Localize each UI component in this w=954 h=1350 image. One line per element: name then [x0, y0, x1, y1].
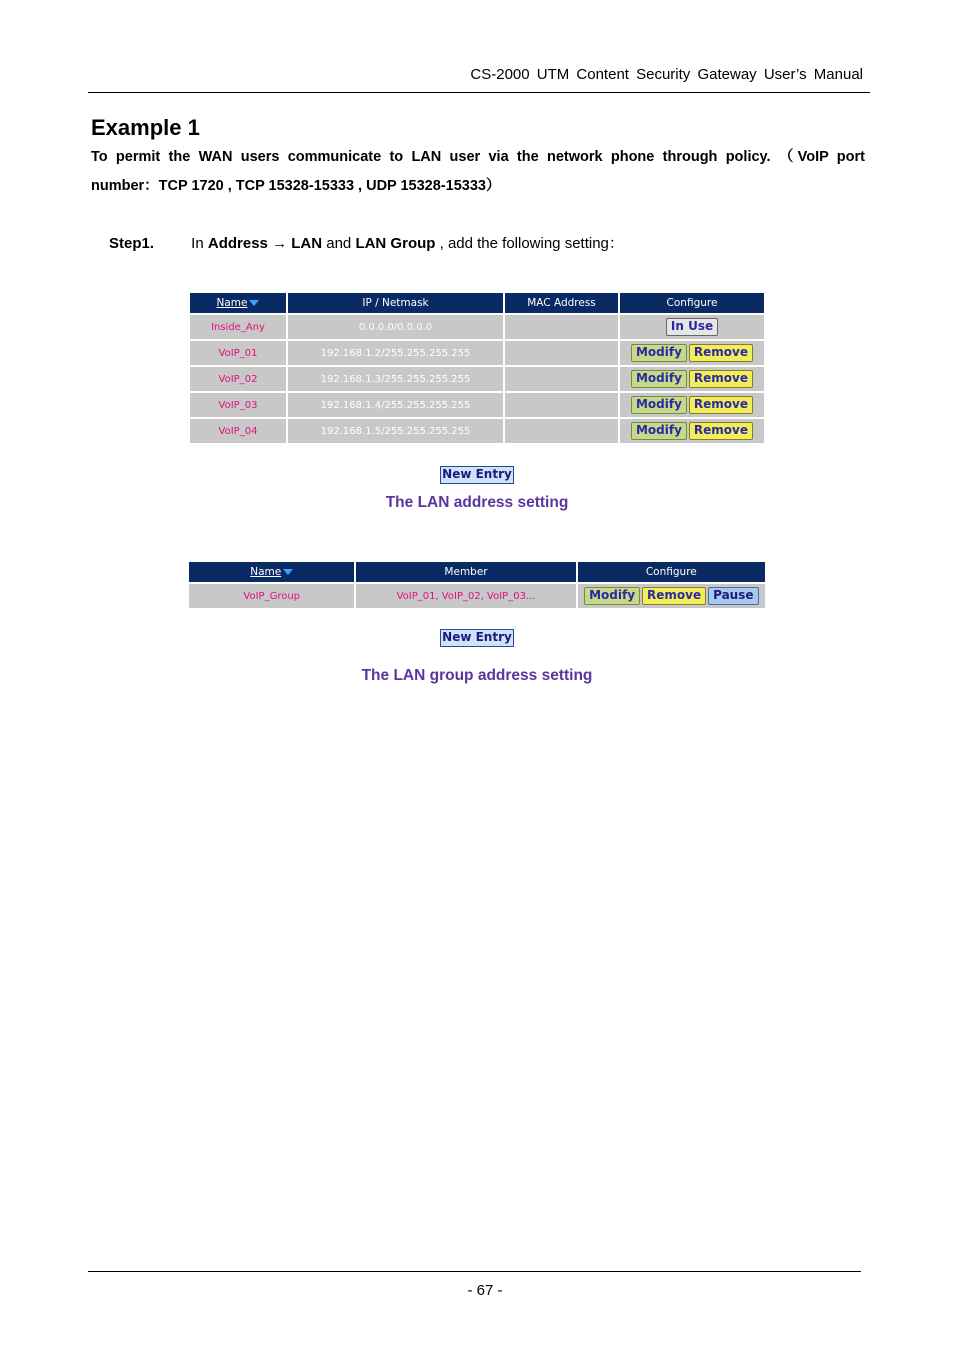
remove-button[interactable]: Remove [689, 344, 753, 362]
row-name: VoIP_02 [190, 367, 286, 391]
column-header-name[interactable] [189, 562, 354, 582]
remove-button[interactable]: Remove [689, 422, 753, 440]
step-label: Step1. [109, 235, 155, 252]
page-number: - 67 - [467, 1282, 503, 1299]
row-ip: 192.168.1.3/255.255.255.255 [288, 367, 503, 391]
modify-button[interactable]: Modify [584, 587, 640, 605]
row-mac [505, 393, 618, 417]
column-header-ip: IP / Netmask [288, 293, 503, 313]
pause-button[interactable]: Pause [708, 587, 758, 605]
row-mac [505, 341, 618, 365]
row-configure [620, 393, 764, 417]
row-mac [505, 367, 618, 391]
modify-button[interactable]: Modify [631, 422, 687, 440]
header-divider [88, 92, 870, 93]
table-row [190, 419, 764, 443]
row-configure [578, 584, 765, 608]
sort-down-icon[interactable] [249, 300, 259, 306]
sort-down-icon[interactable] [283, 569, 293, 575]
step-and: and [326, 235, 352, 252]
intro-line-1: To permit the WAN users communicate to LAN user via the network phone through policy. （VoIP port [91, 149, 865, 165]
table-row [190, 367, 764, 391]
row-ip: 192.168.1.4/255.255.255.255 [288, 393, 503, 417]
modify-button[interactable]: Modify [631, 344, 687, 362]
column-header-mac: MAC Address [505, 293, 618, 313]
group-table-caption: The LAN group address setting [361, 667, 593, 684]
lan-address-table [188, 291, 766, 445]
name-sort-link[interactable]: Name [216, 297, 248, 309]
section-title: Example 1 [91, 115, 200, 140]
intro-paragraph [91, 143, 865, 201]
row-configure [620, 341, 764, 365]
row-mac [505, 419, 618, 443]
new-entry-button[interactable]: New Entry [440, 466, 514, 484]
table-header-row [190, 293, 764, 313]
row-mac [505, 315, 618, 339]
step-rest: , add the following setting： [439, 235, 624, 252]
new-entry-button[interactable]: New Entry [440, 629, 514, 647]
in-use-button[interactable]: In Use [666, 318, 718, 336]
table-row [190, 341, 764, 365]
manual-header-title: CS-2000 UTM Content Security Gateway User’s Manual [470, 66, 863, 83]
column-header-member: Member [356, 562, 575, 582]
table-row [189, 584, 765, 608]
lan-group-table [187, 560, 767, 610]
row-name: VoIP_Group [189, 584, 354, 608]
row-name: VoIP_03 [190, 393, 286, 417]
intro-line-2: number：TCP 1720 , TCP 15328-15333 , UDP 15328-15333） [91, 178, 501, 194]
row-member: VoIP_01, VoIP_02, VoIP_03... [356, 584, 575, 608]
arrow-icon: → [272, 235, 288, 252]
step-lan: LAN [291, 235, 323, 252]
row-ip: 0.0.0.0/0.0.0.0 [288, 315, 503, 339]
remove-button[interactable]: Remove [689, 396, 753, 414]
row-name: VoIP_01 [190, 341, 286, 365]
column-header-configure: Configure [620, 293, 764, 313]
name-sort-link[interactable]: Name [250, 566, 282, 578]
row-configure [620, 315, 764, 339]
row-name: Inside_Any [190, 315, 286, 339]
remove-button[interactable]: Remove [642, 587, 706, 605]
column-header-name[interactable] [190, 293, 286, 313]
table-header-row [189, 562, 765, 582]
table-row [190, 315, 764, 339]
remove-button[interactable]: Remove [689, 370, 753, 388]
step-text-in: In [191, 235, 204, 252]
modify-button[interactable]: Modify [631, 396, 687, 414]
lan-table-caption: The LAN address setting [385, 494, 569, 511]
row-configure [620, 367, 764, 391]
step-instruction [109, 232, 624, 253]
step-lan-group: LAN Group [355, 235, 436, 252]
row-ip: 192.168.1.2/255.255.255.255 [288, 341, 503, 365]
row-name: VoIP_04 [190, 419, 286, 443]
table-row [190, 393, 764, 417]
column-header-configure: Configure [578, 562, 765, 582]
footer-divider [88, 1271, 861, 1272]
step-address: Address [207, 235, 268, 252]
row-ip: 192.168.1.5/255.255.255.255 [288, 419, 503, 443]
row-configure [620, 419, 764, 443]
modify-button[interactable]: Modify [631, 370, 687, 388]
